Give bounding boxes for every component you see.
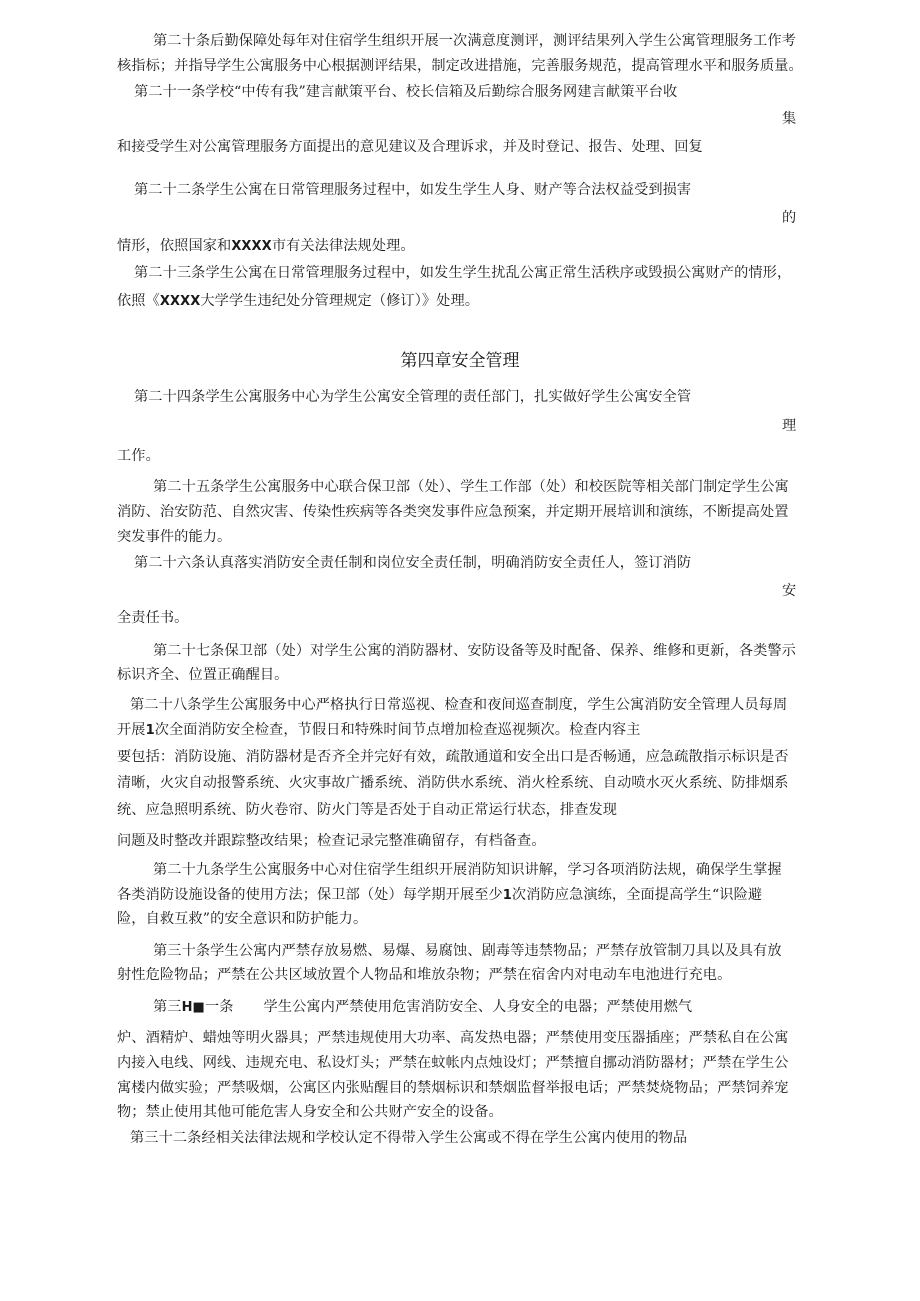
article-25-line-2: 消防、治安防范、自然灾害、传染性疾病等各类突发事件应急预案，并定期开展培训和演练，不断提高处置 xyxy=(117,504,789,520)
article-28-line-2 xyxy=(117,717,641,744)
article-25-line-3: 突发事件的能力。 xyxy=(117,529,232,545)
article-31-line-3: 内接入电线、网线、违规充电、私设灯头；严禁在蚊帐内点烛设灯；严禁擅自挪动消防器材；严禁在学生公 xyxy=(117,1055,789,1071)
article-24-line-1: 第二十四条学生公寓服务中心为学生公寓安全管理的责任部门，扎实做好学生公寓安全管 xyxy=(134,389,692,405)
article-28-line-5: 统、应急照明系统、防火卷帘、防火门等是否处于自动正常运行状态，排查发现 xyxy=(117,802,618,818)
article-28-text-a: 开展 xyxy=(117,722,146,738)
article-31-line-4: 寓楼内做实验；严禁吸烟，公寓区内张贴醒目的禁烟标识和禁烟监督举报电话；严禁焚烧物品；严禁饲养宠 xyxy=(117,1080,789,1096)
article-28-line-1: 第二十八条学生公寓服务中心严格执行日常巡视、检查和夜间巡查制度，学生公寓消防安全管理人员每周 xyxy=(130,697,788,713)
article-30-line-2: 射性危险物品；严禁在公共区域放置个人物品和堆放杂物；严禁在宿舍内对电动车电池进行充电。 xyxy=(117,967,732,983)
article-23-text-c: 大学学生违纪处分管理规定（修订）》处理。 xyxy=(200,293,480,309)
article-29-line-3: 险，自救互救”的安全意识和防护能力。 xyxy=(117,911,368,927)
article-31-text-c: 一条 xyxy=(204,999,234,1015)
article-30-line-1: 第三十条学生公寓内严禁存放易燃、易爆、易腐蚀、剧毒等违禁物品；严禁存放管制刀具以及具有放 xyxy=(153,943,782,959)
article-26-tail-char: 安 xyxy=(782,583,797,599)
article-26-line-2: 全责任书。 xyxy=(117,610,189,626)
article-31-line-2: 炉、酒精炉、蜡烛等明火器具；严禁违规使用大功率、高发热电器；严禁使用变压器插座；严禁私自在公寓 xyxy=(117,1030,789,1046)
article-31-text-a: 第三 xyxy=(153,999,182,1015)
article-31-garbled-chars: H■ xyxy=(181,1000,205,1015)
article-28-line-4: 清晰，火灾自动报警系统、火灾事故广播系统、消防供水系统、消火栓系统、自动喷水灭火系统、防排烟系 xyxy=(117,775,789,791)
article-32-line-1: 第三十二条经相关法律法规和学校认定不得带入学生公寓或不得在学生公寓内使用的物品 xyxy=(130,1130,688,1146)
article-22-text-a: 情形，依照国家和 xyxy=(117,238,232,254)
article-29-line-1: 第二十九条学生公寓服务中心对住宿学生组织开展消防知识讲解，学习各项消防法规，确保学生掌握 xyxy=(153,862,782,878)
article-22-line-1: 第二十二条学生公寓在日常管理服务过程中，如发生学生人身、财产等合法权益受到损害 xyxy=(134,182,692,198)
article-31-text-d: 学生公寓内严禁使用危害消防安全、人身安全的电器；严禁使用燃气 xyxy=(263,999,693,1015)
article-27-line-2: 标识齐全、位置正确醒目。 xyxy=(117,667,289,683)
article-23-text-a: 依照《 xyxy=(117,293,160,309)
article-24-tail-char: 理 xyxy=(782,418,797,434)
article-24-line-2: 工作。 xyxy=(117,448,160,464)
article-31-line-5: 物；禁止使用其他可能危害人身安全和公共财产安全的设备。 xyxy=(117,1104,503,1120)
article-27-line-1: 第二十七条保卫部（处）对学生公寓的消防器材、安防设备等及时配备、保养、维修和更新，各类警示 xyxy=(153,643,796,659)
article-21-line-2: 和接受学生对公寓管理服务方面提出的意见建议及合理诉求，并及时登记、报告、处理、回复 xyxy=(117,139,703,155)
article-22-tail-char: 的 xyxy=(782,210,797,226)
article-20-line-2: 核指标；并指导学生公寓服务中心根据测评结果，制定改进措施，完善服务规范，提高管理水平和服务质量。 xyxy=(117,58,803,74)
article-28-count: 1 xyxy=(145,723,155,738)
article-26-line-1: 第二十六条认真落实消防安全责任制和岗位安全责任制，明确消防安全责任人，签订消防 xyxy=(134,555,692,571)
article-29-line-2 xyxy=(117,882,762,909)
article-23-line-1: 第二十三条学生公寓在日常管理服务过程中，如发生学生扰乱公寓正常生活秩序或毁损公寓财产的情形， xyxy=(134,265,792,281)
article-22-city-placeholder: XXXX xyxy=(231,239,272,254)
article-29-text-a: 各类消防设施设备的使用方法；保卫部（处）每学期开展至少 xyxy=(117,887,503,903)
article-22-line-2 xyxy=(117,233,415,260)
article-31-line-1 xyxy=(153,994,692,1021)
article-23-university-placeholder: XXXX xyxy=(159,294,201,309)
article-21-tail-char: 集 xyxy=(782,111,797,127)
article-22-text-c: 市有关法律法规处理。 xyxy=(271,238,415,254)
article-21-line-1: 第二十一条学校“中传有我”建言献策平台、校长信箱及后勤综合服务网建言献策平台收 xyxy=(134,84,678,100)
article-28-line-3: 要包括：消防设施、消防器材是否齐全并完好有效，疏散通道和安全出口是否畅通，应急疏散指示标识是否 xyxy=(117,749,789,765)
article-29-count: 1 xyxy=(502,888,512,903)
chapter-title: 第四章安全管理 xyxy=(400,351,520,371)
article-28-text-c: 次全面消防安全检查，节假日和特殊时间节点增加检查巡视频次。检查内容主 xyxy=(154,722,641,738)
article-23-line-2 xyxy=(117,288,479,315)
article-20-line-1: 第二十条后勤保障处每年对住宿学生组织开展一次满意度测评，测评结果列入学生公寓管理服务工作考 xyxy=(153,33,796,49)
article-29-text-c: 次消防应急演练，全面提高学生“识险避 xyxy=(511,887,763,903)
article-28-line-6: 问题及时整改并跟踪整改结果；检查记录完整准确留存，有档备查。 xyxy=(117,833,546,849)
article-25-line-1: 第二十五条学生公寓服务中心联合保卫部（处）、学生工作部（处）和校医院等相关部门制定学生公寓 xyxy=(153,479,789,495)
